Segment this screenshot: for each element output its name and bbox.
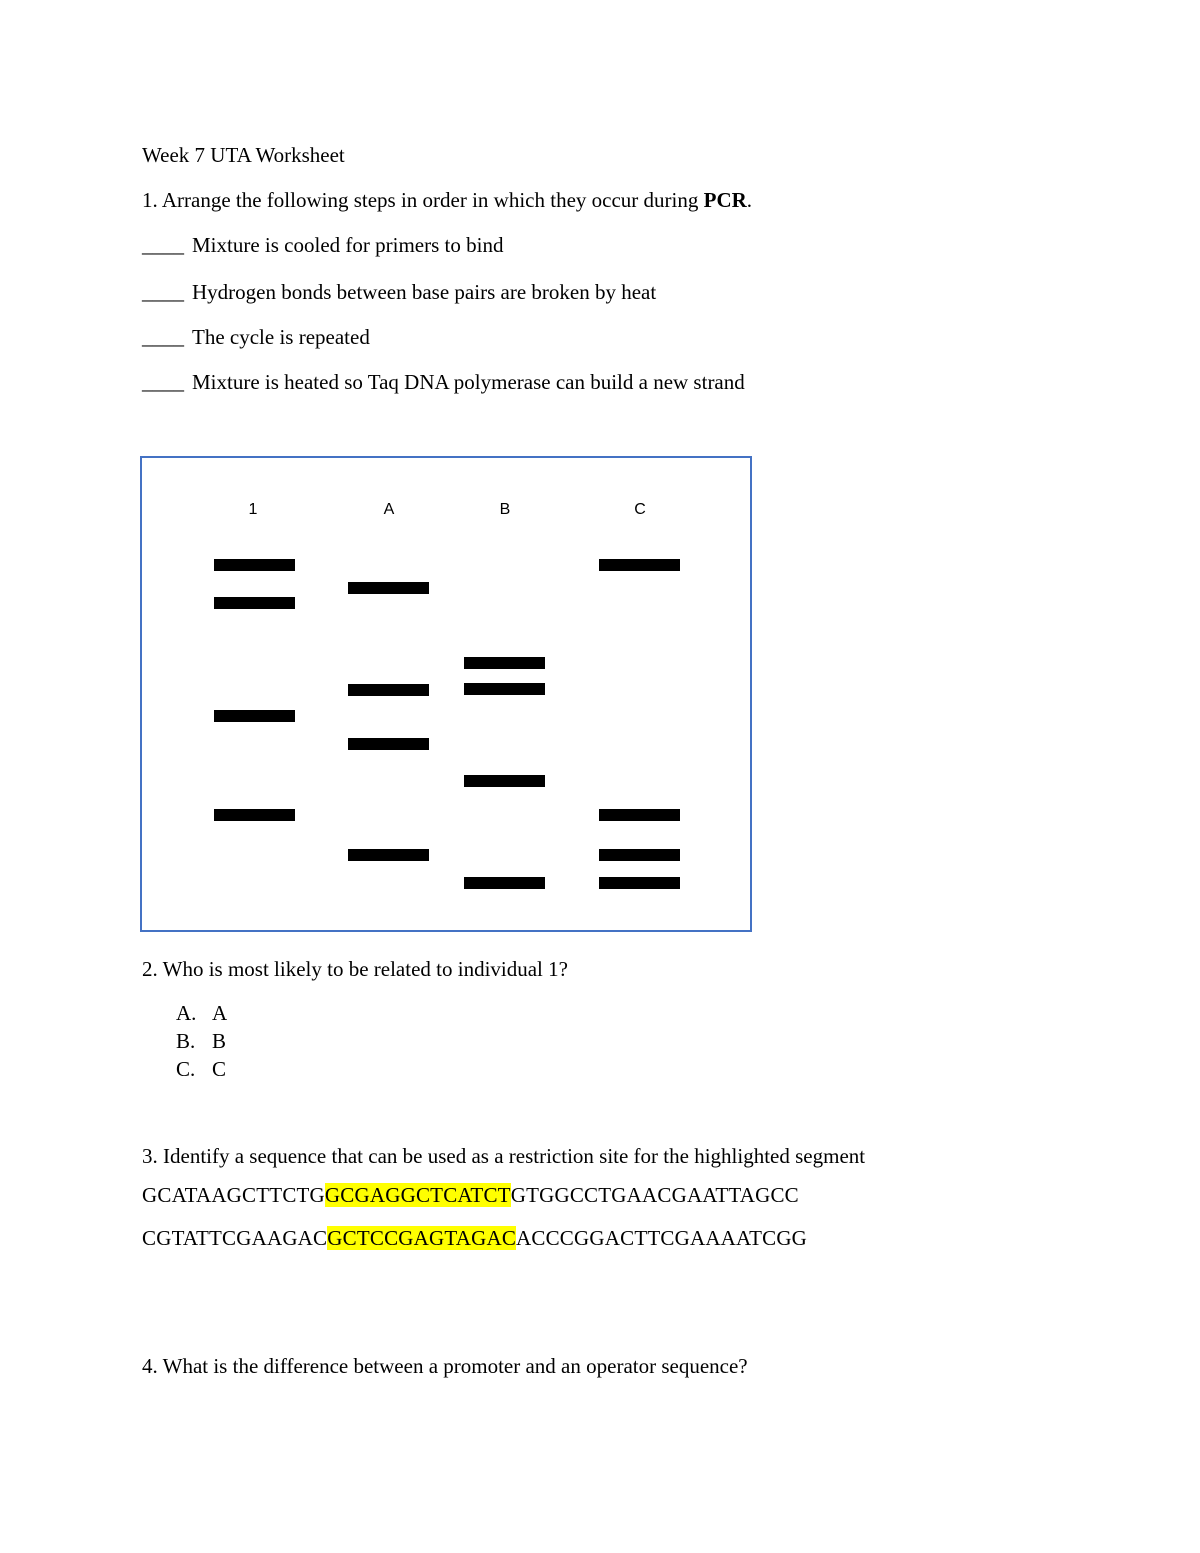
gel-band-lane-b <box>464 775 545 787</box>
step-text: Mixture is heated so Taq DNA polymerase can build a new strand <box>192 370 745 394</box>
lane-label-b: B <box>499 501 511 518</box>
choice-text: B <box>212 1029 227 1053</box>
answer-blank[interactable]: ____ <box>142 370 184 394</box>
step-item <box>142 370 745 394</box>
strand-bottom-post: ACCCGGACTTCGAAAATCGG <box>516 1226 808 1250</box>
choice-text: A <box>212 1001 228 1025</box>
lane-label-1: 1 <box>248 501 258 518</box>
gel-band-lane-b <box>464 657 545 669</box>
answer-blank[interactable]: ____ <box>142 280 184 304</box>
answer-blank[interactable]: ____ <box>142 233 184 257</box>
strand-bottom-highlight: GCTCCGAGTAGAC <box>327 1226 517 1250</box>
gel-band-lane-a <box>348 738 429 750</box>
choice-letter: A. <box>176 1001 197 1025</box>
gel-band-lane-1 <box>214 809 295 821</box>
gel-band-lane-c <box>599 877 680 889</box>
choice-letter: C. <box>176 1057 196 1081</box>
strand-top-highlight: GCGAGGCTCATCT <box>324 1183 511 1207</box>
gel-band-lane-a <box>348 582 429 594</box>
choice-c[interactable] <box>176 1057 226 1081</box>
worksheet-title: Week 7 UTA Worksheet <box>142 143 345 167</box>
question-3-prompt: 3. Identify a sequence that can be used as a restriction site for the highlighted segment <box>142 1144 866 1168</box>
question-1-prompt-end: . <box>746 188 753 212</box>
gel-band-lane-1 <box>214 559 295 571</box>
dna-strand-bottom <box>142 1225 807 1251</box>
question-1-prompt <box>142 188 752 212</box>
question-4-prompt: 4. What is the difference between a promoter and an operator sequence? <box>142 1354 748 1378</box>
gel-band-lane-b <box>464 683 545 695</box>
gel-band-lane-c <box>599 809 680 821</box>
gel-band-lane-1 <box>214 710 295 722</box>
question-1-prompt-text: 1. Arrange the following steps in order in which they occur during <box>142 188 704 212</box>
step-item <box>142 233 503 257</box>
gel-band-lane-b <box>464 877 545 889</box>
gel-band-lane-c <box>599 559 680 571</box>
step-text: Mixture is cooled for primers to bind <box>192 233 504 257</box>
lane-label-a: A <box>383 501 395 518</box>
choice-b[interactable] <box>176 1029 226 1053</box>
dna-strand-top <box>142 1182 799 1208</box>
strand-top-post: GTGGCCTGAACGAATTAGCC <box>510 1183 799 1207</box>
pcr-term: PCR <box>703 188 747 212</box>
gel-band-lane-1 <box>214 597 295 609</box>
strand-top-pre: GCATAAGCTTCTG <box>142 1183 325 1207</box>
step-text: Hydrogen bonds between base pairs are broken by heat <box>192 280 657 304</box>
question-2-prompt: 2. Who is most likely to be related to individual 1? <box>142 957 568 981</box>
gel-band-lane-c <box>599 849 680 861</box>
lane-label-c: C <box>634 501 646 518</box>
gel-band-lane-a <box>348 684 429 696</box>
step-item <box>142 325 370 349</box>
step-text: The cycle is repeated <box>192 325 370 349</box>
strand-bottom-pre: CGTATTCGAAGAC <box>142 1226 328 1250</box>
step-item <box>142 280 656 304</box>
choice-text: C <box>212 1057 227 1081</box>
choice-letter: B. <box>176 1029 196 1053</box>
answer-blank[interactable]: ____ <box>142 325 184 349</box>
gel-band-lane-a <box>348 849 429 861</box>
choice-a[interactable] <box>176 1001 227 1025</box>
